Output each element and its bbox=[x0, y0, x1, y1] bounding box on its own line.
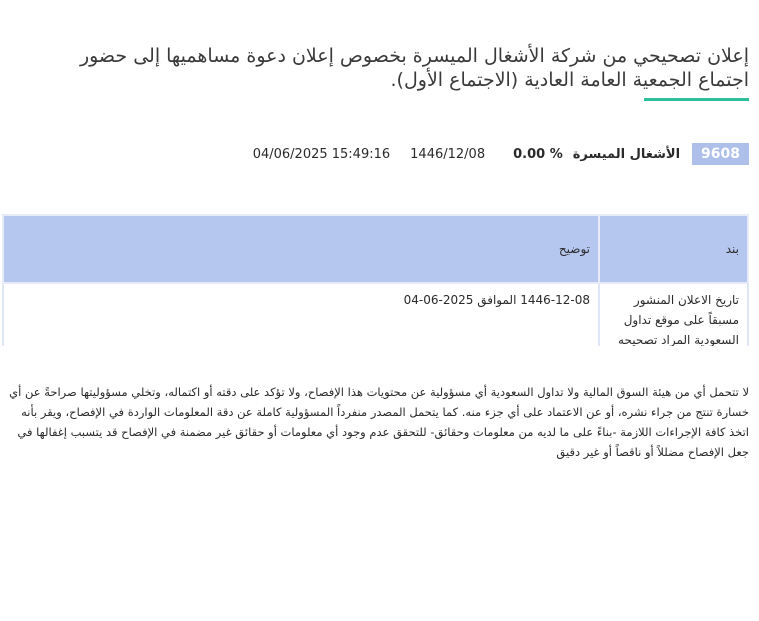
price-change: 0.00 % bbox=[513, 146, 563, 162]
details-table-container bbox=[2, 214, 749, 346]
disclaimer-text: لا تتحمل أي من هيئة السوق المالية ولا تداول السعودية أي مسؤولية عن محتويات هذا الإفصاح، ولا تؤكد على دقته أو اكتماله، وتخلي مسؤوليتها صراحةً عن أي خسارة تنتج من جراء نشره، أو عن الاعتماد على أي جزء منه. كما يتحمل المصدر منفرداً المسؤولية كاملة عن دقة المعلومات الواردة في الإفصاح، ويقر بأنه اتخذ كافة الإجراءات اللازمة -بناءً على ما لديه من معلومات وحقائق- للتحقق عدم وجود أي معلومات أو حقائق غير مضمنة في الإفصاح قد يتسبب إغفالها في جعل الإفصاح مضللاً أو ناقصاً أو غير دقيق bbox=[9, 385, 749, 459]
hijri-date: 1446/12/08 bbox=[410, 146, 486, 162]
table-header-row bbox=[3, 215, 748, 283]
table-row bbox=[3, 283, 748, 346]
row-description: 1446-12-08 الموافق 2025-06-04 bbox=[3, 283, 599, 346]
title-underline bbox=[644, 98, 749, 101]
header-description: توضيح bbox=[3, 215, 599, 283]
announcement-meta bbox=[253, 143, 749, 165]
details-table bbox=[2, 214, 749, 346]
announcement-datetime: 04/06/2025 15:49:16 bbox=[252, 146, 391, 162]
row-item: تاريخ الاعلان المنشور مسبقاً على موقع تداول السعودية المراد تصحيحه bbox=[599, 283, 748, 346]
header-item: بند bbox=[599, 215, 748, 283]
announcement-title: إعلان تصحيحي من شركة الأشغال الميسرة بخصوص إعلان دعوة مساهميها إلى حضور اجتماع الجمعية العامة العادية (الاجتماع الأول). bbox=[79, 45, 749, 91]
company-name[interactable]: الأشغال الميسرة bbox=[572, 146, 681, 162]
company-code-badge[interactable]: 9608 bbox=[692, 143, 749, 165]
